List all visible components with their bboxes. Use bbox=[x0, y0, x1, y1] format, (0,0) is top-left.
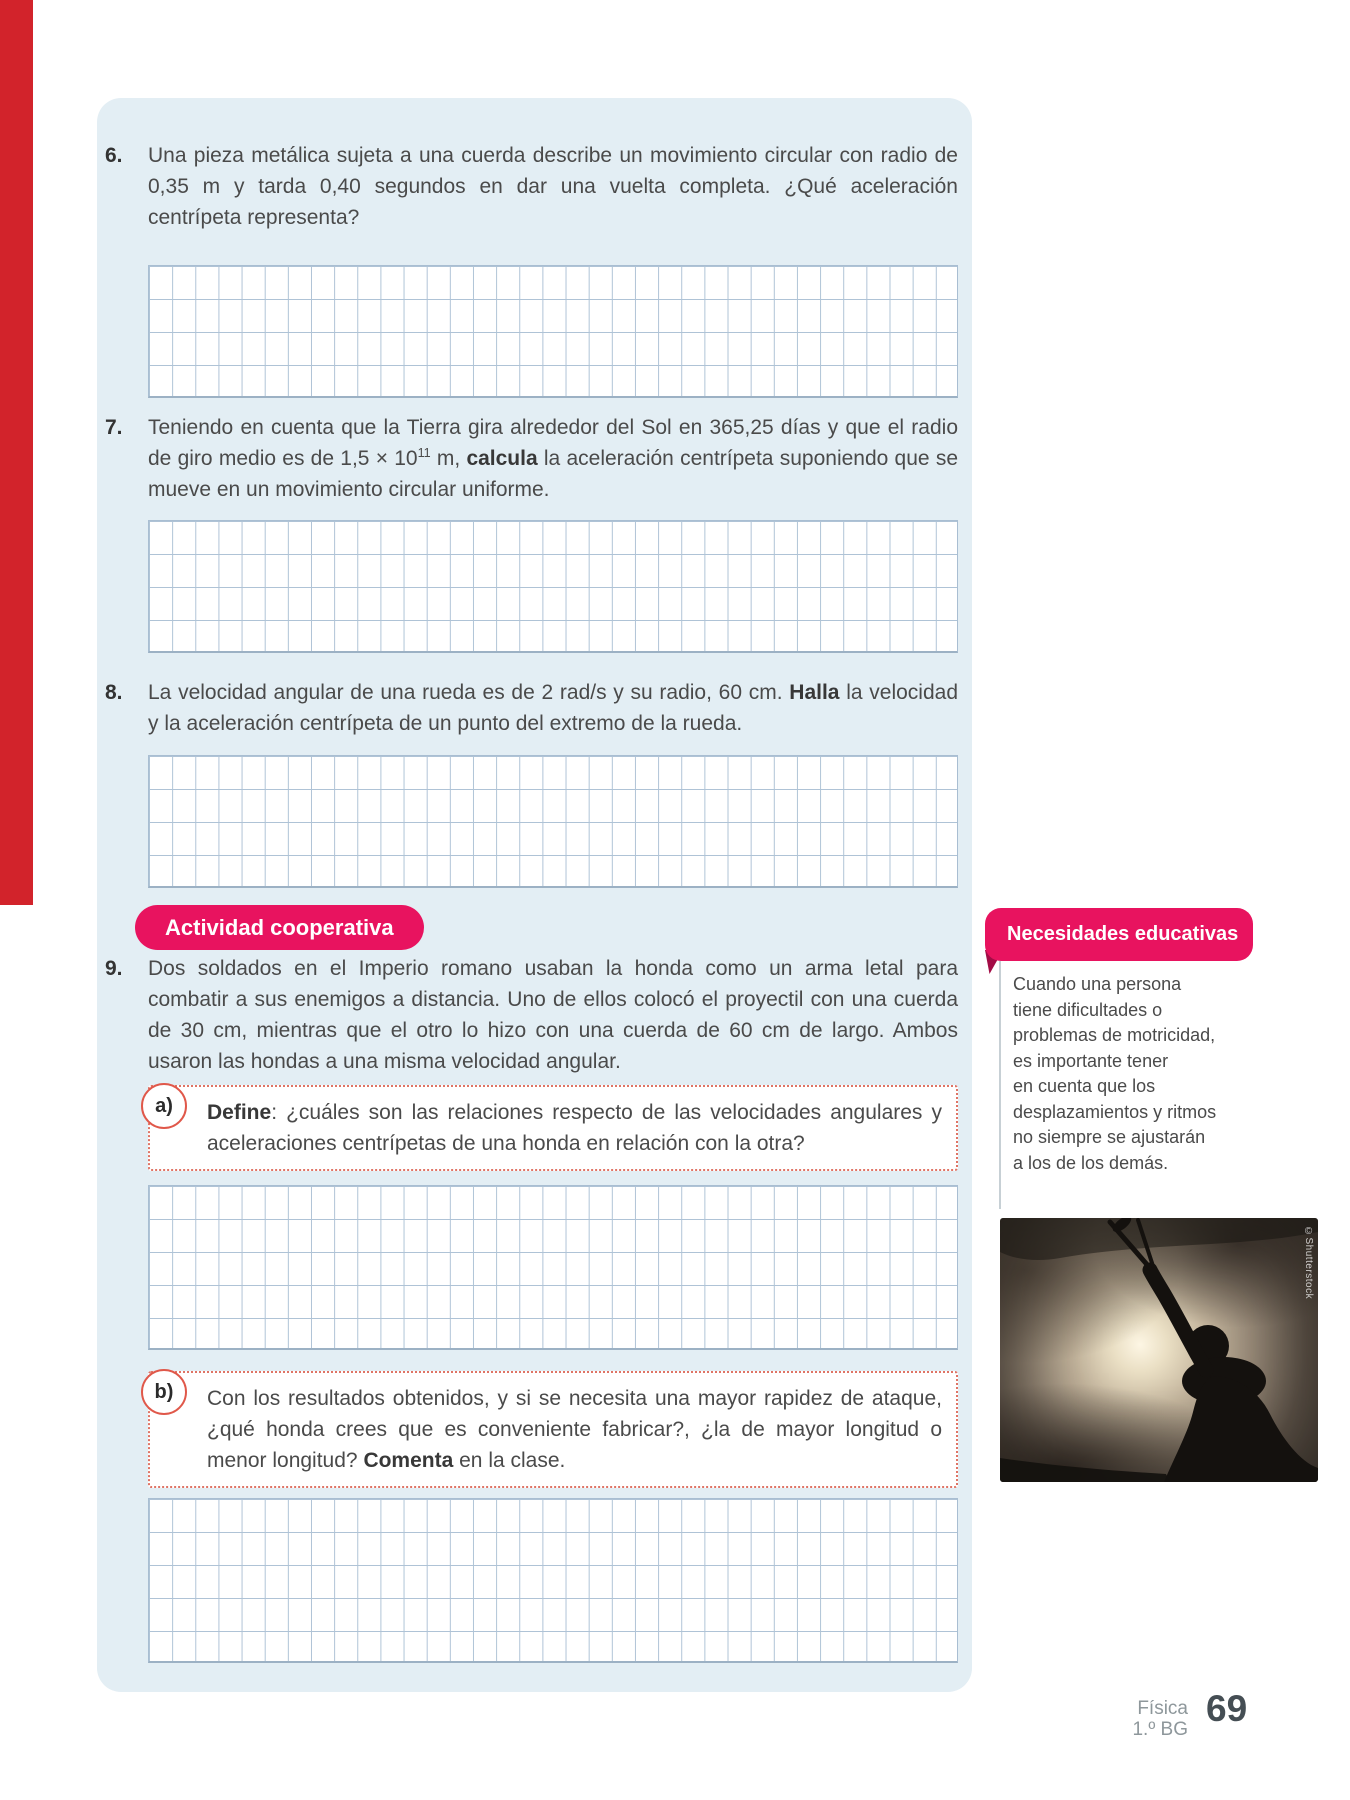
exercise-6-text: Una pieza metálica sujeta a una cuerda describe un movimiento circular con radio de 0,35 m y tarda 0,40 segundos en dar una vuelta completa. ¿Qué aceleración centrípeta representa? bbox=[148, 144, 958, 229]
exercise-9-number: 9. bbox=[105, 957, 123, 980]
part-a-label bbox=[141, 1083, 187, 1129]
part-a-label-text: a) bbox=[155, 1094, 173, 1117]
left-accent-bar bbox=[0, 0, 33, 905]
sidebar-line: no siempre se ajustarán bbox=[1013, 1127, 1206, 1147]
sidebar-line: tiene dificultades o bbox=[1013, 999, 1163, 1020]
photo-credit: ©Shutterstock bbox=[1303, 1226, 1314, 1300]
exercise-6 bbox=[105, 140, 958, 233]
sidebar-line: Cuando una persona bbox=[1013, 974, 1182, 994]
part-b-text bbox=[207, 1383, 942, 1476]
cooperative-activity-badge: Actividad cooperativa bbox=[135, 905, 424, 950]
sidebar-line: desplazamientos y ritmos bbox=[1013, 1101, 1217, 1122]
bold-keyword: Halla bbox=[789, 681, 840, 704]
sidebar-line: es importante tener bbox=[1013, 1050, 1169, 1071]
bold-keyword: calcula bbox=[466, 447, 538, 470]
answer-grid-exercise-7 bbox=[148, 520, 958, 653]
answer-grid-part-a bbox=[148, 1185, 958, 1350]
bold-keyword: Define bbox=[207, 1101, 272, 1124]
text-part: la aceleración centrípeta suponiendo que se mueve en un movimiento circular uniforme. bbox=[148, 447, 959, 501]
exercise-7 bbox=[105, 412, 958, 505]
sling-photo bbox=[1000, 1218, 1318, 1482]
exercise-8-text bbox=[148, 677, 958, 739]
educational-needs-text bbox=[1013, 972, 1275, 1176]
part-a-prompt-box bbox=[148, 1085, 958, 1171]
part-a-text bbox=[207, 1097, 942, 1159]
text-part: m, bbox=[430, 447, 467, 470]
text-part: Teniendo en cuenta que la Tierra gira alrededor del Sol en 365,25 días y que el radio de giro medio es de 1,5 × 10 bbox=[148, 416, 958, 470]
exercise-9 bbox=[105, 953, 958, 1077]
text-part: La velocidad angular de una rueda es de 2 rad/s y su radio, 60 cm. bbox=[148, 681, 790, 704]
part-b-label bbox=[141, 1369, 187, 1415]
text-part: en la clase. bbox=[453, 1449, 566, 1472]
part-b-label-text: b) bbox=[154, 1380, 174, 1403]
sidebar-line: problemas de motricidad, bbox=[1013, 1025, 1216, 1045]
page-number: 69 bbox=[1206, 1688, 1248, 1729]
exercise-8-number: 8. bbox=[105, 681, 123, 704]
footer-subject: Física bbox=[1137, 1698, 1188, 1719]
footer-grade: 1.º BG bbox=[1132, 1719, 1188, 1740]
footer-subject-block bbox=[1020, 1698, 1188, 1740]
exponent-text: 11 bbox=[417, 446, 431, 460]
answer-grid-part-b bbox=[148, 1498, 958, 1663]
bold-keyword: Comenta bbox=[363, 1449, 454, 1472]
part-b-prompt-box bbox=[148, 1371, 958, 1488]
sidebar-line: a los de los demás. bbox=[1013, 1152, 1169, 1173]
exercise-6-number: 6. bbox=[105, 144, 123, 167]
answer-grid-exercise-8 bbox=[148, 755, 958, 888]
educational-needs-banner bbox=[985, 908, 1253, 961]
exercise-7-text bbox=[148, 412, 958, 505]
sidebar-left-rule bbox=[999, 961, 1001, 1209]
exercise-7-number: 7. bbox=[105, 416, 123, 439]
educational-needs-title: Necesidades educativas bbox=[1007, 923, 1239, 945]
sidebar-line: en cuenta que los bbox=[1013, 1076, 1156, 1096]
exercise-9-text: Dos soldados en el Imperio romano usaban la honda como un arma letal para combatir a sus enemigos a distancia. Uno de ellos colocó el proyectil con una cuerda de 30 cm, mientras que el otro lo hizo con una cuerda de 60 cm de largo. Ambos usaron las hondas a una misma velocidad angular. bbox=[148, 957, 958, 1073]
answer-grid-exercise-6 bbox=[148, 265, 958, 398]
text-part: Con los resultados obtenidos, y si se necesita una mayor rapidez de ataque, ¿qué honda crees que es conveniente fabricar?, ¿la de mayor longitud o menor longitud? bbox=[207, 1387, 942, 1472]
text-part: : ¿cuáles son las relaciones respecto de las velocidades angulares y aceleraciones centrípetas de una honda en relación con la otra? bbox=[207, 1101, 942, 1155]
sling-silhouette-graphic bbox=[1000, 1218, 1318, 1482]
exercise-8 bbox=[105, 677, 958, 739]
text-part: la velocidad y la aceleración centrípeta de un punto del extremo de la rueda. bbox=[148, 681, 959, 735]
